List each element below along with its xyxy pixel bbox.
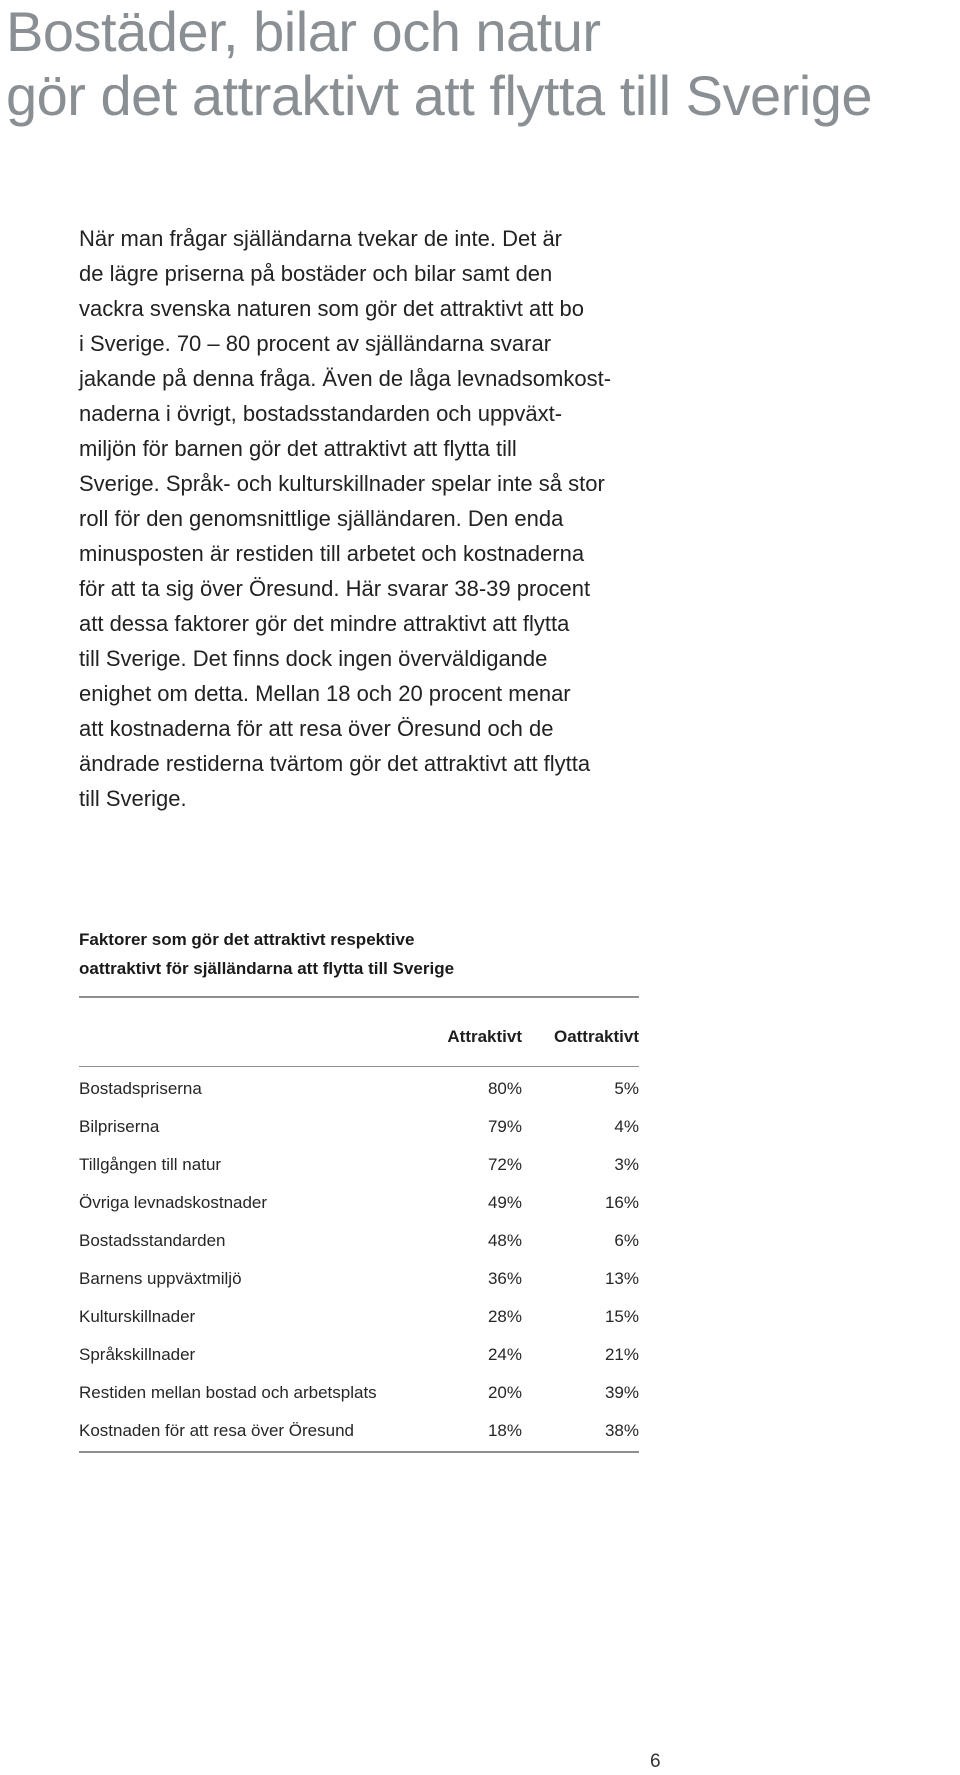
title-line-2: gör det attraktivt att flytta till Sverige [6, 64, 873, 127]
table-heading-line-2: oattraktivt för själländarna att flytta till Sverige [79, 959, 455, 978]
row-unattractive-value: 13% [604, 1269, 639, 1288]
row-attractive-value: 72% [487, 1155, 522, 1174]
column-header-attractive: Attraktivt [447, 1027, 522, 1046]
row-attractive-value: 80% [487, 1079, 522, 1098]
row-label: Restiden mellan bostad och arbetsplats [79, 1383, 377, 1402]
body-line: vackra svenska naturen som gör det attraktivt att bo [79, 296, 585, 321]
row-unattractive-value: 5% [614, 1079, 639, 1098]
table-row [79, 1188, 639, 1226]
row-attractive-value: 36% [487, 1269, 522, 1288]
table-row [79, 1112, 639, 1150]
table-body [79, 1074, 639, 1454]
body-line: Sverige. Språk- och kulturskillnader spelar inte så stor [79, 471, 605, 496]
table-top-rule [79, 996, 639, 998]
row-label: Kostnaden för att resa över Öresund [79, 1421, 354, 1440]
table-row [79, 1264, 639, 1302]
body-line: jakande på denna fråga. Även de låga levnadsomkost- [79, 366, 612, 391]
body-line: till Sverige. Det finns dock ingen överväldigande [79, 646, 548, 671]
row-attractive-value: 20% [487, 1383, 522, 1402]
row-unattractive-value: 16% [604, 1193, 639, 1212]
row-unattractive-value: 38% [604, 1421, 639, 1440]
factors-table [79, 925, 639, 1453]
row-attractive-value: 49% [487, 1193, 522, 1212]
table-row [79, 1226, 639, 1264]
row-unattractive-value: 21% [604, 1345, 639, 1364]
body-line: att dessa faktorer gör det mindre attraktivt att flytta [79, 611, 570, 636]
body-paragraph [79, 221, 679, 816]
body-line: miljön för barnen gör det attraktivt att flytta till [79, 436, 517, 461]
body-line: naderna i övrigt, bostadsstandarden och uppväxt- [79, 401, 563, 426]
page-title [6, 0, 956, 128]
row-attractive-value: 48% [487, 1231, 522, 1250]
body-line: de lägre priserna på bostäder och bilar samt den [79, 261, 553, 286]
table-heading-line-1: Faktorer som gör det attraktivt respektive [79, 930, 415, 949]
body-line: i Sverige. 70 – 80 procent av själländarna svarar [79, 331, 552, 356]
body-line: ändrade restiderna tvärtom gör det attraktivt att flytta [79, 751, 591, 776]
body-line: roll för den genomsnittlige själländaren. Den enda [79, 506, 564, 531]
row-unattractive-value: 3% [614, 1155, 639, 1174]
table-header-rule [79, 1066, 639, 1067]
body-line: till Sverige. [79, 786, 187, 811]
row-label: Barnens uppväxtmiljö [79, 1269, 242, 1288]
row-label: Språkskillnader [79, 1345, 196, 1364]
body-line: När man frågar själländarna tvekar de inte. Det är [79, 226, 563, 251]
row-label: Bostadspriserna [79, 1079, 202, 1098]
table-row [79, 1150, 639, 1188]
body-line: att kostnaderna för att resa över Öresund och de [79, 716, 554, 741]
row-label: Övriga levnadskostnader [79, 1193, 268, 1212]
row-label: Bilpriserna [79, 1117, 160, 1136]
row-label: Kulturskillnader [79, 1307, 196, 1326]
row-label: Bostadsstandarden [79, 1231, 226, 1250]
row-attractive-value: 79% [487, 1117, 522, 1136]
table-row [79, 1340, 639, 1378]
page-number: 6 [650, 1751, 661, 1772]
row-label: Tillgången till natur [79, 1155, 222, 1174]
row-unattractive-value: 4% [614, 1117, 639, 1136]
body-line: minusposten är restiden till arbetet och kostnaderna [79, 541, 585, 566]
column-header-unattractive: Oattraktivt [553, 1027, 639, 1046]
table-header-row [79, 1022, 639, 1066]
row-unattractive-value: 39% [604, 1383, 639, 1402]
row-attractive-value: 18% [487, 1421, 522, 1440]
body-line: enighet om detta. Mellan 18 och 20 procent menar [79, 681, 571, 706]
row-unattractive-value: 15% [604, 1307, 639, 1326]
table-row [79, 1416, 639, 1454]
row-attractive-value: 24% [487, 1345, 522, 1364]
table-heading [79, 925, 639, 983]
title-line-1: Bostäder, bilar och natur [6, 0, 601, 63]
body-line: för att ta sig över Öresund. Här svarar 38-39 procent [79, 576, 591, 601]
row-unattractive-value: 6% [614, 1231, 639, 1250]
row-attractive-value: 28% [487, 1307, 522, 1326]
table-row [79, 1378, 639, 1416]
table-row [79, 1074, 639, 1112]
table-row [79, 1302, 639, 1340]
